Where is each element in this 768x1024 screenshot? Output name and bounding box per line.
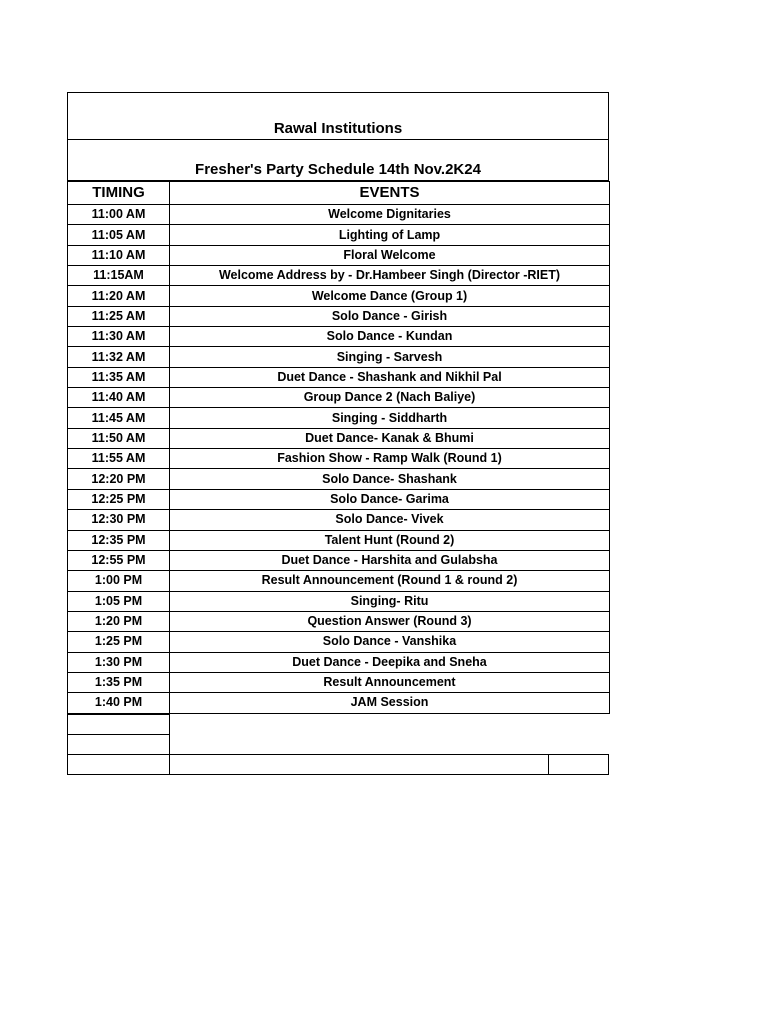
event-cell: Welcome Dance (Group 1) — [170, 286, 610, 306]
time-cell: 1:00 PM — [68, 571, 170, 591]
event-cell: Singing - Siddharth — [170, 408, 610, 428]
schedule-row — [68, 510, 610, 530]
schedule-sheet — [67, 92, 609, 775]
time-cell: 11:35 AM — [68, 367, 170, 387]
time-cell: 1:20 PM — [68, 611, 170, 631]
schedule-row — [68, 449, 610, 469]
event-cell: Question Answer (Round 3) — [170, 611, 610, 631]
schedule-row — [68, 469, 610, 489]
blank-cells-area — [67, 714, 609, 775]
schedule-row — [68, 571, 610, 591]
time-cell: 11:05 AM — [68, 225, 170, 245]
blank-cell — [169, 754, 549, 775]
institution-title: Rawal Institutions — [273, 120, 403, 137]
schedule-table — [67, 181, 610, 714]
schedule-row — [68, 388, 610, 408]
schedule-row — [68, 306, 610, 326]
event-cell: Solo Dance- Garima — [170, 489, 610, 509]
schedule-row — [68, 347, 610, 367]
event-cell: Talent Hunt (Round 2) — [170, 530, 610, 550]
time-cell: 1:05 PM — [68, 591, 170, 611]
timing-header: TIMING — [68, 182, 170, 205]
schedule-title-row — [67, 140, 609, 181]
event-cell: Welcome Address by - Dr.Hambeer Singh (Director -RIET) — [170, 266, 610, 286]
time-cell: 1:30 PM — [68, 652, 170, 672]
schedule-row — [68, 611, 610, 631]
event-cell: Duet Dance - Deepika and Sneha — [170, 652, 610, 672]
event-cell: JAM Session — [170, 693, 610, 713]
time-cell: 12:35 PM — [68, 530, 170, 550]
time-cell: 12:20 PM — [68, 469, 170, 489]
schedule-row — [68, 327, 610, 347]
event-cell: Solo Dance- Vivek — [170, 510, 610, 530]
schedule-row — [68, 225, 610, 245]
schedule-row — [68, 205, 610, 225]
time-cell: 1:25 PM — [68, 632, 170, 652]
schedule-row — [68, 489, 610, 509]
event-cell: Singing- Ritu — [170, 591, 610, 611]
institution-title-row — [67, 92, 609, 140]
schedule-row — [68, 672, 610, 692]
schedule-row — [68, 591, 610, 611]
blank-cell — [67, 734, 170, 755]
event-cell: Floral Welcome — [170, 245, 610, 265]
time-cell: 11:15AM — [68, 266, 170, 286]
schedule-row — [68, 266, 610, 286]
event-cell: Welcome Dignitaries — [170, 205, 610, 225]
schedule-row — [68, 428, 610, 448]
time-cell: 1:40 PM — [68, 693, 170, 713]
schedule-row — [68, 693, 610, 713]
blank-cell — [67, 714, 170, 735]
event-cell: Duet Dance- Kanak & Bhumi — [170, 428, 610, 448]
event-cell: Group Dance 2 (Nach Baliye) — [170, 388, 610, 408]
schedule-row — [68, 530, 610, 550]
blank-cell — [548, 754, 609, 775]
event-cell: Lighting of Lamp — [170, 225, 610, 245]
event-cell: Fashion Show - Ramp Walk (Round 1) — [170, 449, 610, 469]
time-cell: 11:00 AM — [68, 205, 170, 225]
event-cell: Result Announcement — [170, 672, 610, 692]
event-cell: Solo Dance - Kundan — [170, 327, 610, 347]
schedule-row — [68, 652, 610, 672]
event-cell: Singing - Sarvesh — [170, 347, 610, 367]
blank-cell — [67, 754, 170, 775]
event-cell: Result Announcement (Round 1 & round 2) — [170, 571, 610, 591]
time-cell: 11:20 AM — [68, 286, 170, 306]
time-cell: 11:40 AM — [68, 388, 170, 408]
event-cell: Duet Dance - Shashank and Nikhil Pal — [170, 367, 610, 387]
events-header: EVENTS — [170, 182, 610, 205]
time-cell: 12:30 PM — [68, 510, 170, 530]
time-cell: 11:32 AM — [68, 347, 170, 367]
event-cell: Duet Dance - Harshita and Gulabsha — [170, 550, 610, 570]
schedule-row — [68, 245, 610, 265]
time-cell: 11:50 AM — [68, 428, 170, 448]
time-cell: 1:35 PM — [68, 672, 170, 692]
time-cell: 12:25 PM — [68, 489, 170, 509]
header-row — [68, 182, 610, 205]
schedule-body — [68, 205, 610, 714]
event-cell: Solo Dance - Girish — [170, 306, 610, 326]
schedule-row — [68, 550, 610, 570]
schedule-row — [68, 286, 610, 306]
time-cell: 11:45 AM — [68, 408, 170, 428]
event-cell: Solo Dance- Shashank — [170, 469, 610, 489]
event-cell: Solo Dance - Vanshika — [170, 632, 610, 652]
time-cell: 11:30 AM — [68, 327, 170, 347]
schedule-title: Fresher's Party Schedule 14th Nov.2K24 — [195, 161, 481, 178]
schedule-row — [68, 632, 610, 652]
time-cell: 11:25 AM — [68, 306, 170, 326]
schedule-row — [68, 367, 610, 387]
schedule-row — [68, 408, 610, 428]
time-cell: 12:55 PM — [68, 550, 170, 570]
time-cell: 11:10 AM — [68, 245, 170, 265]
time-cell: 11:55 AM — [68, 449, 170, 469]
